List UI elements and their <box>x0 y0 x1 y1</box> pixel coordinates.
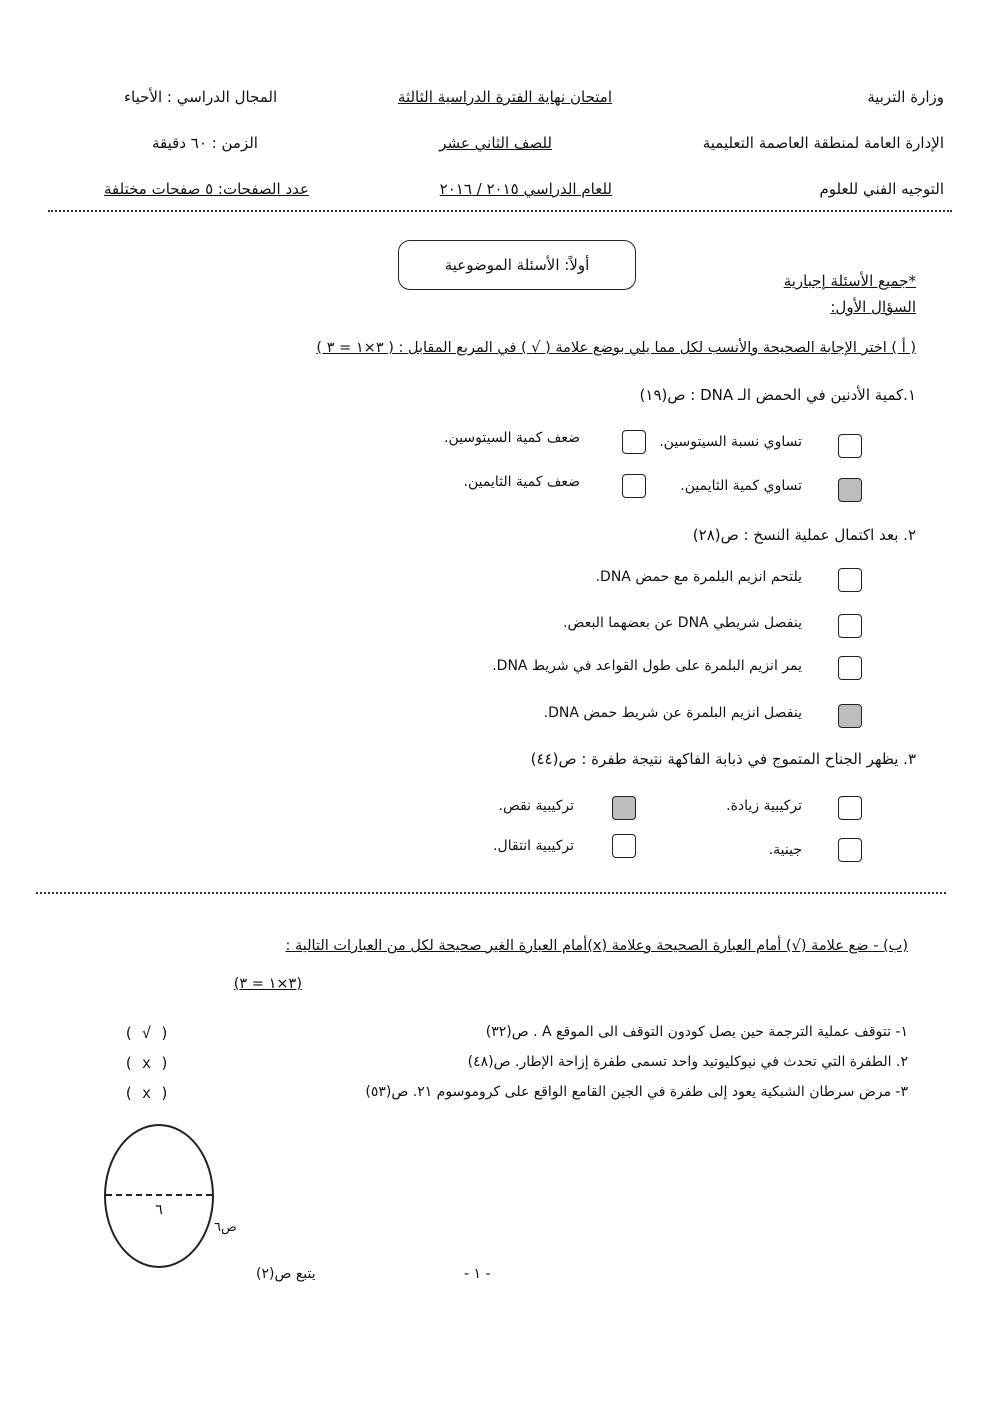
page-number: - ١ - <box>464 1266 491 1282</box>
question-1: ١.كمية الأدنين في الحمض الـ DNA : ص(١٩) <box>639 386 916 404</box>
q2-option-3: يمر انزيم البلمرة على طول القواعد في شريط DNA. <box>492 658 802 674</box>
next-page: يتبع ص(٢) <box>256 1266 316 1282</box>
section-title: أولاً: الأسئلة الموضوعية <box>444 256 590 274</box>
time: الزمن : ٦٠ دقيقة <box>152 134 258 152</box>
q1-option-3: تساوي كمية الثايمين. <box>680 478 802 494</box>
statement-3-answer[interactable]: ( x ) <box>124 1084 170 1102</box>
section-note: *جميع الأسئلة إجبارية <box>783 272 916 290</box>
q2-option-4-checkbox[interactable] <box>838 704 862 728</box>
q3-option-3: جينية. <box>768 842 802 858</box>
grade-note: ص٦ <box>214 1220 237 1235</box>
q3-option-1-checkbox[interactable] <box>838 796 862 820</box>
first-question: السؤال الأول: <box>830 298 916 316</box>
question-3: ٣. يظهر الجناح المتموج في ذبابة الفاكهة نتيجة طفرة : ص(٤٤) <box>530 750 916 768</box>
subject: المجال الدراسي : الأحياء <box>124 88 278 106</box>
statement-1: ١- تتوقف عملية الترجمة حين يصل كودون التوقف الى الموقع A . ص(٣٢) <box>485 1024 908 1040</box>
statement-2: ٢. الطفرة التي تحدث في نيوكليوتيد واحد تسمى طفرة إزاحة الإطار. ص(٤٨) <box>467 1054 908 1070</box>
part-a-title: ( أ ) اختر الإجابة الصحيحة والأنسب لكل مما يلي بوضع علامة ( √ ) في المربع المقابل : ( ٣×١ = ٣ ) <box>316 340 916 356</box>
section-divider <box>36 892 946 894</box>
grade: للصف الثاني عشر <box>439 134 552 152</box>
q1-option-4: ضعف كمية الثايمين. <box>463 474 580 490</box>
q3-option-3-checkbox[interactable] <box>838 838 862 862</box>
q3-option-4: تركيبية انتقال. <box>493 838 574 854</box>
q1-option-2: ضعف كمية السيتوسين. <box>444 430 580 446</box>
q2-option-1: يلتحم انزيم البلمرة مع حمض DNA. <box>595 569 802 585</box>
grade-circle <box>104 1124 214 1268</box>
statement-1-answer[interactable]: ( √ ) <box>124 1024 170 1042</box>
district: الإدارة العامة لمنطقة العاصمة التعليمية <box>702 134 944 152</box>
question-2: ٢. بعد اكتمال عملية النسخ : ص(٢٨) <box>692 526 916 544</box>
school-year: للعام الدراسي ٢٠١٥ / ٢٠١٦ <box>439 180 612 198</box>
q2-option-2-checkbox[interactable] <box>838 614 862 638</box>
header-divider <box>48 210 952 212</box>
q1-option-4-checkbox[interactable] <box>622 474 646 498</box>
grade-score: ٦ <box>155 1202 163 1218</box>
q2-option-2: ينفصل شريطي DNA عن بعضهما البعض. <box>563 615 802 631</box>
grade-circle-divider <box>106 1194 212 1196</box>
q2-option-4: ينفصل انزيم البلمرة عن شريط حمض DNA. <box>543 705 802 721</box>
q1-option-1: تساوي نسبة السيتوسين. <box>659 434 802 450</box>
q3-option-1: تركيبية زيادة. <box>726 798 802 814</box>
q1-option-1-checkbox[interactable] <box>838 434 862 458</box>
section-title-box <box>398 240 636 290</box>
q3-option-2-checkbox[interactable] <box>612 796 636 820</box>
part-b-score: (٣×١ = ٣) <box>233 976 302 992</box>
q3-option-2: تركيبية نقص. <box>498 798 574 814</box>
exam-title: امتحان نهاية الفترة الدراسية الثالثة <box>397 88 612 106</box>
part-b-title: (ب) - ضع علامة (√) أمام العبارة الصحيحة وعلامة (x)أمام العبارة الغير صحيحة لكل من العبارات التالية : <box>285 938 908 954</box>
q2-option-1-checkbox[interactable] <box>838 568 862 592</box>
q2-option-3-checkbox[interactable] <box>838 656 862 680</box>
q1-option-2-checkbox[interactable] <box>622 430 646 454</box>
statement-3: ٣- مرض سرطان الشبكية يعود إلى طفرة في الجين القامع الواقع على كروموسوم ٢١. ص(٥٣) <box>365 1084 908 1100</box>
ministry: وزارة التربية <box>867 88 944 106</box>
q3-option-4-checkbox[interactable] <box>612 834 636 858</box>
statement-2-answer[interactable]: ( x ) <box>124 1054 170 1072</box>
supervision: التوجيه الفني للعلوم <box>819 180 944 198</box>
pages-count: عدد الصفحات: ٥ صفحات مختلفة <box>104 180 309 198</box>
q1-option-3-checkbox[interactable] <box>838 478 862 502</box>
